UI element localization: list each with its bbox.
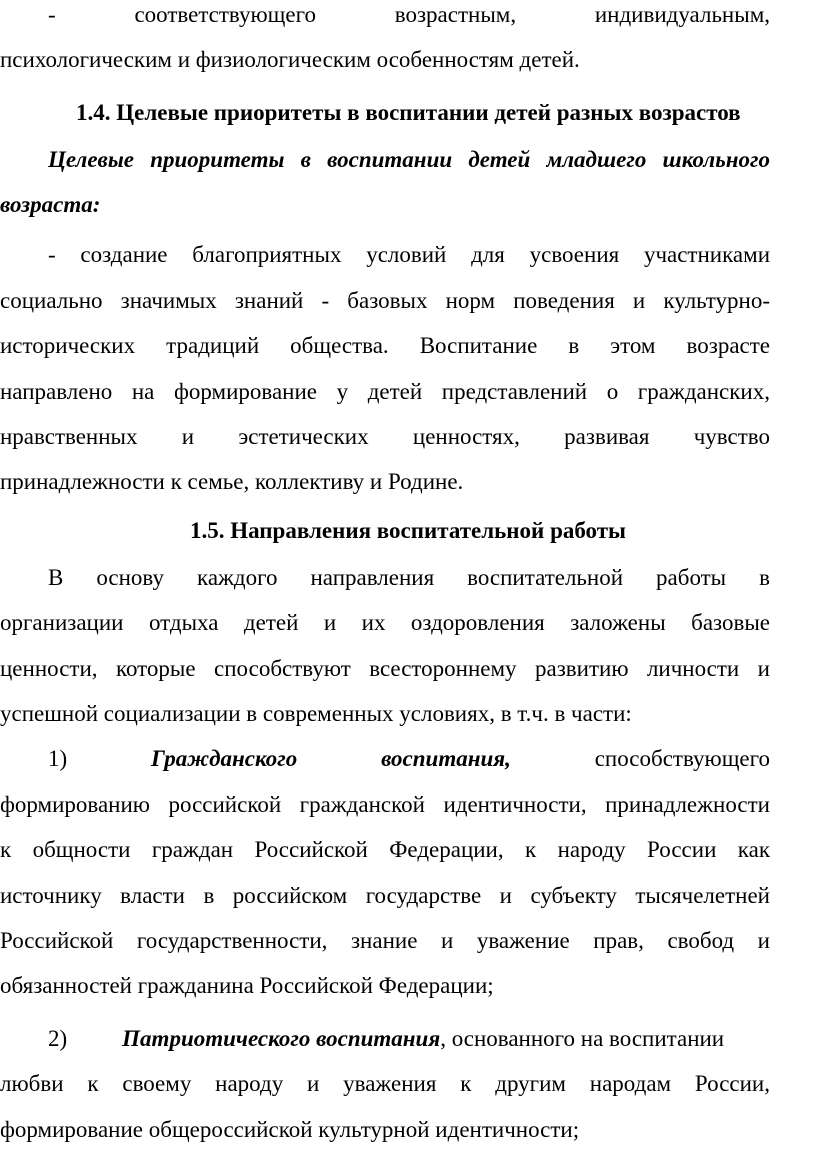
subheading-1-4-line-1: Целевые приоритеты в воспитании детей младшего школьного bbox=[48, 147, 770, 172]
item-1-line-6: обязанностей гражданина Российской Федерации; bbox=[0, 973, 494, 998]
item-2-line-2: любви к своему народу и уважения к другим народам России, bbox=[0, 1071, 770, 1096]
p14-line-6: принадлежности к семье, коллективу и Родине. bbox=[0, 469, 464, 494]
heading-1-4: 1.4. Целевые приоритеты в воспитании детей разных возрастов bbox=[76, 100, 741, 125]
item-2-line-3: формирование общероссийской культурной идентичности; bbox=[0, 1117, 580, 1142]
item-2-number: 2) bbox=[48, 1026, 68, 1051]
p15-line-1: В основу каждого направления воспитательной работы в bbox=[48, 565, 770, 590]
p14-line-1: - создание благоприятных условий для усвоения участниками bbox=[48, 242, 770, 267]
p14-line-3: исторических традиций общества. Воспитание в этом возрасте bbox=[0, 333, 770, 358]
intro-line-1: - соответствующего возрастным, индивидуальным, bbox=[48, 2, 770, 27]
item-1-line-5: Российской государственности, знание и уважение прав, свобод и bbox=[0, 928, 770, 953]
item-1-line-2: формированию российской гражданской идентичности, принадлежности bbox=[0, 792, 770, 817]
item-1-line-3: к общности граждан Российской Федерации, к народу России как bbox=[0, 837, 770, 862]
p14-line-4: направлено на формирование у детей представлений о гражданских, bbox=[0, 379, 770, 404]
item-1-line-4: источнику власти в российском государстве и субъекту тысячелетней bbox=[0, 883, 770, 908]
item-1-first-line bbox=[48, 744, 770, 774]
item-1-title-word-2: воспитания, bbox=[381, 746, 511, 771]
item-1-rest: способствующего bbox=[594, 746, 770, 771]
item-2-first-line bbox=[48, 1024, 770, 1054]
p15-line-3: ценности, которые способствуют всестороннему развитию личности и bbox=[0, 656, 770, 681]
intro-line-2: психологическим и физиологическим особенностям детей. bbox=[0, 47, 580, 72]
p15-line-2: организации отдыха детей и их оздоровления заложены базовые bbox=[0, 610, 770, 635]
item-2-title-wrap bbox=[122, 1024, 770, 1054]
item-1-number: 1) bbox=[48, 746, 68, 771]
item-1-title-word-1: Гражданского bbox=[150, 746, 298, 771]
item-2-rest: , основанного на воспитании bbox=[440, 1026, 725, 1051]
p14-line-2: социально значимых знаний - базовых норм поведения и культурно- bbox=[0, 288, 770, 313]
p15-line-4: успешной социализации в современных условиях, в т.ч. в части: bbox=[0, 701, 632, 726]
item-2-title: Патриотического воспитания bbox=[122, 1026, 441, 1051]
p14-line-5: нравственных и эстетических ценностях, развивая чувство bbox=[0, 424, 770, 449]
heading-1-5: 1.5. Направления воспитательной работы bbox=[189, 518, 627, 543]
subheading-1-4-line-2: возраста: bbox=[0, 192, 101, 217]
